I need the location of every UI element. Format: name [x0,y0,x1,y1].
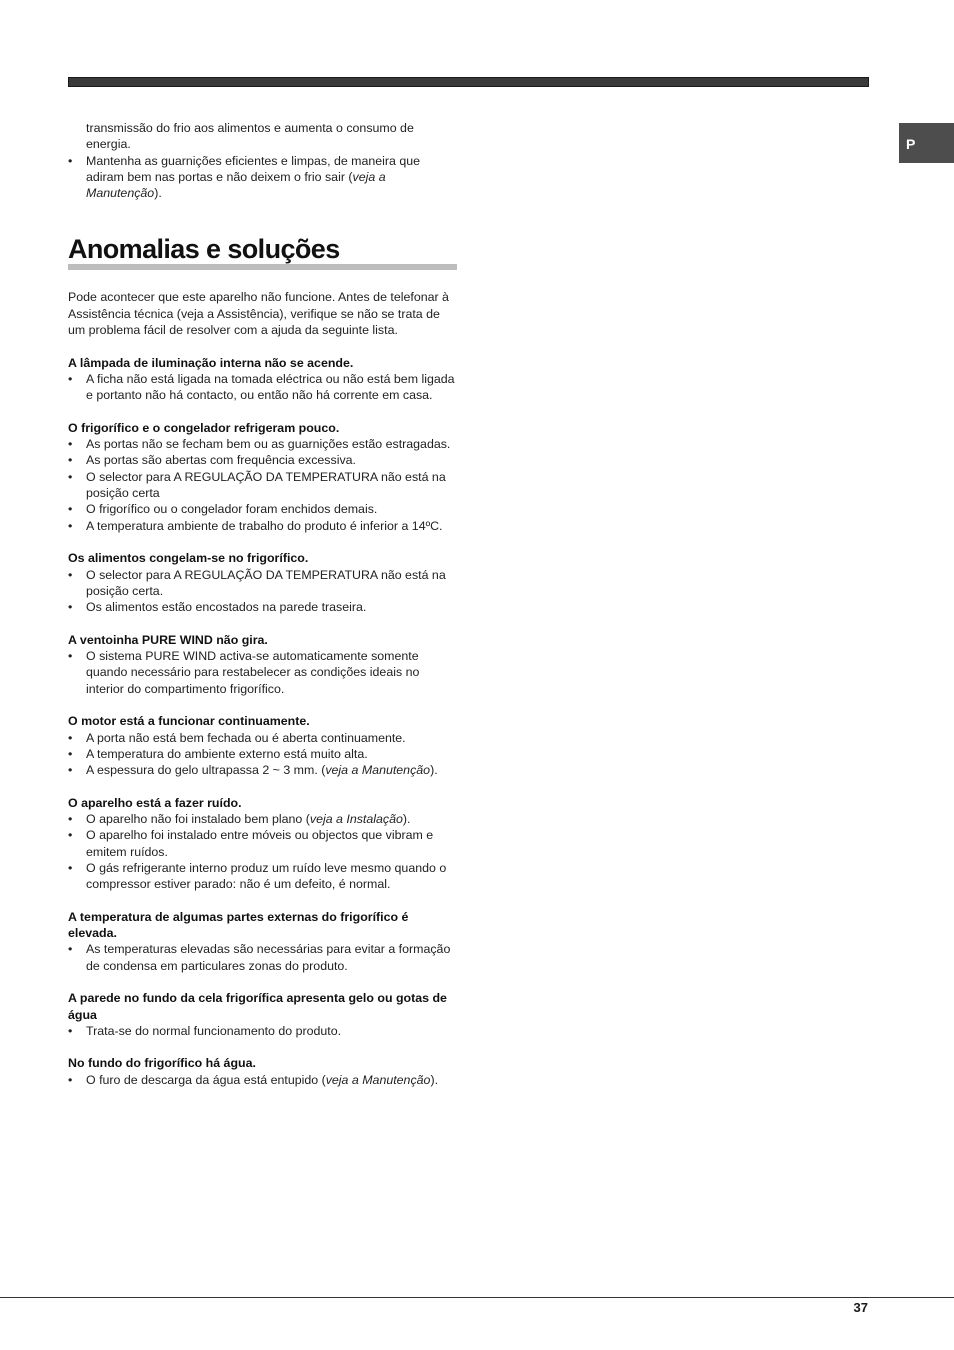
list-item [68,452,457,468]
section-title: O frigorífico e o congelador refrigeram pouco. [68,420,340,435]
item-text: As portas não se fecham bem ou as guarnições estão estragadas. [86,437,451,452]
continued-list [68,120,457,201]
list-item [68,436,457,452]
item-text: O selector para A REGULAÇÃO DA TEMPERATURA não está na posição certa. [86,567,446,598]
continued-item-gaskets [68,153,457,202]
section-title: Os alimentos congelam-se no frigorífico. [68,551,309,566]
item-end: ). [402,811,411,826]
list-item [68,371,457,404]
item-text: O gás refrigerante interno produz um ruído leve mesmo quando o compressor estiver parado: não é um defeito, é normal. [86,860,447,892]
item-text: A temperatura do ambiente externo está muito alta. [86,746,368,761]
item-text: O sistema PURE WIND activa-se automaticamente somente quando necessário para restabelecer as condições ideais no interior do compartimento frigorífico. [86,649,420,696]
item-text: Mantenha as guarnições eficientes e limpas, de maneira que adiram bem nas portas e não deixem o frio sair ( [86,153,421,184]
list-item [68,518,457,534]
list-item [68,469,457,502]
item-ref: veja a Manutenção [325,763,431,778]
section-title: A temperatura de algumas partes externas do frigorífico é elevada. [68,909,409,941]
item-text: Os alimentos estão encostados na parede traseira. [86,600,367,615]
list-item [68,599,457,615]
section-title: A lâmpada de iluminação interna não se acende. [68,355,354,370]
list-item [68,567,457,600]
list-item [68,941,457,974]
list-item [68,730,457,746]
item-text: O aparelho não foi instalado bem plano ( [86,811,310,826]
troubleshooting-list [68,355,457,1088]
item-text: As temperaturas elevadas são necessárias para evitar a formação de condensa em particulares zonas do produto. [86,942,451,973]
list-item [68,827,457,860]
list-item [68,1072,457,1088]
list-item [68,762,457,778]
language-tab: P [899,123,954,163]
troubleshooting-section [68,550,457,615]
list-item [68,648,457,697]
main-column [68,120,457,1088]
section-title: O motor está a funcionar continuamente. [68,714,310,729]
section-title: A ventoinha PURE WIND não gira. [68,632,268,647]
page-number: 37 [853,1300,868,1315]
item-ref: veja a Instalação [309,811,403,826]
item-text: A espessura do gelo ultrapassa 2 ~ 3 mm. ( [86,763,326,778]
item-text: O furo de descarga da água está entupido ( [86,1072,326,1087]
continued-item: transmissão do frio aos alimentos e aumenta o consumo de energia. [86,121,414,152]
section-title: O aparelho está a fazer ruído. [68,795,242,810]
troubleshooting-section [68,909,457,974]
header-bar [68,77,869,87]
item-text: Trata-se do normal funcionamento do produto. [86,1023,342,1038]
item-text: O aparelho foi instalado entre móveis ou objectos que vibram e emitem ruídos. [86,828,434,859]
troubleshooting-section [68,355,457,404]
list-item [68,746,457,762]
troubleshooting-section [68,1055,457,1088]
item-ref: veja a Manutenção [325,1072,431,1087]
item-text: A temperatura ambiente de trabalho do produto é inferior a 14ºC. [86,518,443,533]
troubleshooting-section [68,990,457,1039]
item-end: ). [430,763,438,778]
list-item [68,1023,457,1039]
item-end: ). [430,1072,439,1087]
troubleshooting-section [68,420,457,534]
list-item [68,811,457,827]
item-end: ). [154,186,162,201]
page-title: Anomalias e soluções [68,234,340,265]
troubleshooting-section [68,632,457,697]
section-title: No fundo do frigorífico há água. [68,1056,256,1071]
item-text: O frigorífico ou o congelador foram enchidos demais. [86,502,378,517]
troubleshooting-section [68,795,457,893]
title-underline [68,264,457,270]
item-text: A porta não está bem fechada ou é aberta continuamente. [86,730,406,745]
item-ref: veja a Manutenção [86,169,386,201]
list-item [68,501,457,517]
item-text: A ficha não está ligada na tomada eléctrica ou não está bem ligada e portanto não há contacto, ou então não há corrente em casa. [86,371,455,403]
intro-paragraph: Pode acontecer que este aparelho não funcione. Antes de telefonar à Assistência técnica (veja a Assistência), verifique se não se trata de um problema fácil de resolver com a ajuda da seguinte lista. [68,290,449,338]
troubleshooting-section [68,713,457,778]
list-item [68,860,457,893]
section-title: A parede no fundo da cela frigorífica apresenta gelo ou gotas de água [68,991,447,1022]
footer-rule [0,1297,954,1298]
item-text: O selector para A REGULAÇÃO DA TEMPERATURA não está na posição certa [86,469,446,501]
item-text: As portas são abertas com frequência excessiva. [86,453,356,468]
